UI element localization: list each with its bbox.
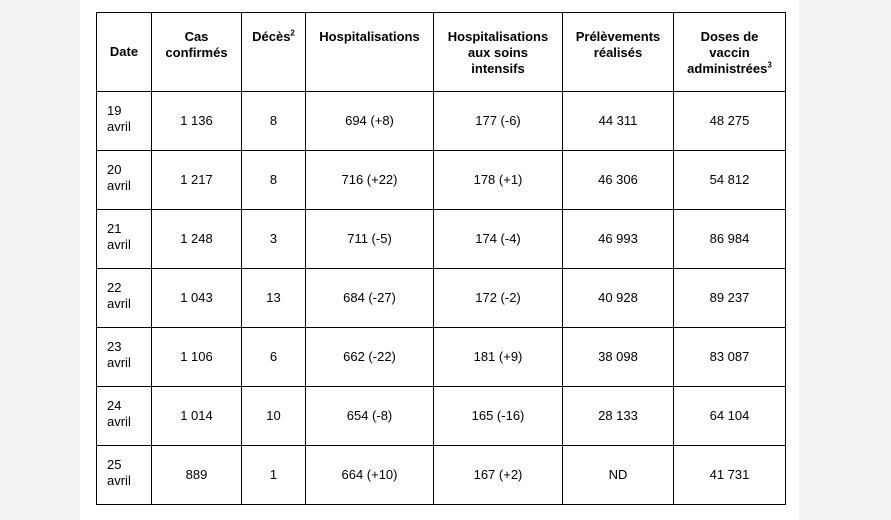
cell-cas-confirmes: 1 014 (152, 387, 242, 446)
footnote-marker: 2 (290, 28, 295, 38)
header-label: Cas confirmés (165, 29, 228, 60)
table-row (97, 210, 786, 269)
date-day: 22 (107, 280, 122, 295)
table-row (97, 151, 786, 210)
header-label: Doses de vaccin administrées (687, 29, 768, 76)
header-hospitalisations (306, 13, 434, 92)
cell-soins-intensifs: 174 (-4) (434, 210, 563, 269)
cell-prelevements: 38 098 (563, 328, 674, 387)
cell-prelevements: 28 133 (563, 387, 674, 446)
header-prelevements (563, 13, 674, 92)
cell-prelevements: ND (563, 446, 674, 505)
cell-hospitalisations: 711 (-5) (306, 210, 434, 269)
table-row (97, 269, 786, 328)
cell-doses-vaccin: 41 731 (674, 446, 786, 505)
cell-deces: 8 (242, 92, 306, 151)
cell-soins-intensifs: 181 (+9) (434, 328, 563, 387)
table-row (97, 446, 786, 505)
cell-hospitalisations: 684 (-27) (306, 269, 434, 328)
cell-prelevements: 44 311 (563, 92, 674, 151)
cell-doses-vaccin: 89 237 (674, 269, 786, 328)
table-body (97, 92, 786, 505)
header-doses-vaccin (674, 13, 786, 92)
cell-soins-intensifs: 177 (-6) (434, 92, 563, 151)
header-soins-intensifs (434, 13, 563, 92)
cell-deces: 3 (242, 210, 306, 269)
date-day: 19 (107, 103, 122, 118)
cell-soins-intensifs: 167 (+2) (434, 446, 563, 505)
cell-date (97, 446, 152, 505)
cell-doses-vaccin: 48 275 (674, 92, 786, 151)
header-deces (242, 13, 306, 92)
cell-cas-confirmes: 1 043 (152, 269, 242, 328)
table-row (97, 328, 786, 387)
date-month: avril (107, 473, 131, 488)
cell-cas-confirmes: 1 217 (152, 151, 242, 210)
table-row (97, 387, 786, 446)
cell-prelevements: 46 993 (563, 210, 674, 269)
header-label: Date (109, 44, 139, 59)
cell-soins-intensifs: 165 (-16) (434, 387, 563, 446)
date-month: avril (107, 296, 131, 311)
footnote-marker: 3 (767, 60, 772, 70)
header-date (97, 13, 152, 92)
date-month: avril (107, 237, 131, 252)
cell-hospitalisations: 694 (+8) (306, 92, 434, 151)
cell-hospitalisations: 654 (-8) (306, 387, 434, 446)
cell-hospitalisations: 662 (-22) (306, 328, 434, 387)
cell-deces: 6 (242, 328, 306, 387)
cell-prelevements: 40 928 (563, 269, 674, 328)
date-month: avril (107, 414, 131, 429)
cell-prelevements: 46 306 (563, 151, 674, 210)
cell-cas-confirmes: 1 136 (152, 92, 242, 151)
header-label: Hospitalisations aux soins intensifs (447, 29, 549, 76)
date-day: 23 (107, 339, 122, 354)
cell-doses-vaccin: 54 812 (674, 151, 786, 210)
cell-cas-confirmes: 1 106 (152, 328, 242, 387)
cell-deces: 13 (242, 269, 306, 328)
document-page (80, 0, 799, 520)
date-month: avril (107, 178, 131, 193)
cell-date (97, 210, 152, 269)
cell-doses-vaccin: 83 087 (674, 328, 786, 387)
cell-cas-confirmes: 1 248 (152, 210, 242, 269)
header-label: Décès (252, 29, 291, 44)
cell-deces: 10 (242, 387, 306, 446)
cell-date (97, 151, 152, 210)
cell-soins-intensifs: 172 (-2) (434, 269, 563, 328)
cell-hospitalisations: 664 (+10) (306, 446, 434, 505)
date-month: avril (107, 119, 131, 134)
header-cas-confirmes (152, 13, 242, 92)
cell-deces: 1 (242, 446, 306, 505)
cell-doses-vaccin: 86 984 (674, 210, 786, 269)
cell-cas-confirmes: 889 (152, 446, 242, 505)
cell-doses-vaccin: 64 104 (674, 387, 786, 446)
date-day: 21 (107, 221, 122, 236)
header-label: Prélèvements réalisés (575, 29, 661, 60)
cell-soins-intensifs: 178 (+1) (434, 151, 563, 210)
header-row (97, 13, 786, 92)
cell-date (97, 92, 152, 151)
date-day: 20 (107, 162, 122, 177)
table-row (97, 92, 786, 151)
covid-stats-table (96, 12, 786, 505)
cell-date (97, 328, 152, 387)
cell-deces: 8 (242, 151, 306, 210)
header-label: Hospitalisations (319, 29, 420, 44)
cell-hospitalisations: 716 (+22) (306, 151, 434, 210)
cell-date (97, 269, 152, 328)
date-month: avril (107, 355, 131, 370)
cell-date (97, 387, 152, 446)
date-day: 25 (107, 457, 122, 472)
date-day: 24 (107, 398, 122, 413)
